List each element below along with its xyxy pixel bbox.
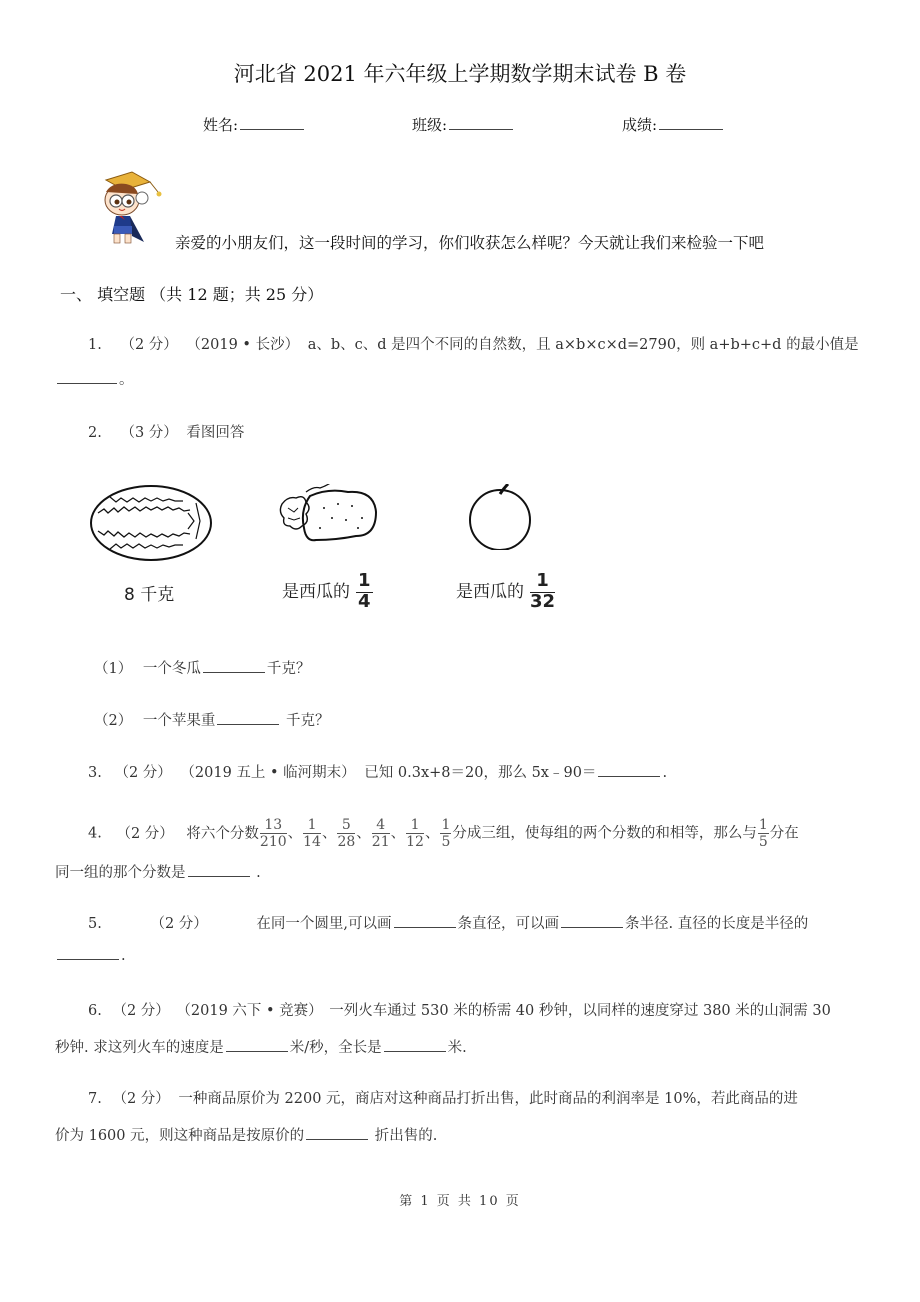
winter-melon-icon xyxy=(276,484,380,546)
question-text: 分在 xyxy=(769,825,799,842)
fraction-1-12: $\frac{1}{12}$ xyxy=(406,817,424,850)
question-2-sub-2 xyxy=(94,709,329,730)
sub-text-end: 千克？ xyxy=(281,713,330,729)
fraction-target: $\frac{1}{5}$ xyxy=(758,817,768,850)
answer-blank[interactable] xyxy=(188,875,250,877)
question-text: 看图回答 xyxy=(186,425,245,441)
separator: 、 xyxy=(424,825,440,842)
question-text: 条半径. 直径的长度是半径的 xyxy=(625,916,809,932)
section-heading: 一、 填空题 （共 12 题；共 25 分） xyxy=(60,285,324,304)
answer-blank[interactable] xyxy=(203,671,265,673)
sub-text: 一个冬瓜 xyxy=(142,661,201,677)
question-7 xyxy=(88,1087,798,1108)
name-label: 姓名: xyxy=(203,116,239,134)
question-text: 价为 1600 元，则这种商品是按原价的 xyxy=(55,1128,305,1144)
page-number: 第 1 页 共 10 页 xyxy=(399,1194,521,1209)
sub-text: 一个苹果重 xyxy=(142,713,216,729)
answer-blank[interactable] xyxy=(384,1050,446,1052)
question-number: 3. xyxy=(88,765,102,781)
question-text: a、b、c、d 是四个不同的自然数，且 a×b×c×d=2790，则 a+b+c+d 的最小值是 xyxy=(307,337,859,353)
caption-text: 是西瓜的 xyxy=(456,581,524,602)
question-text: 已知 0.3x+8＝20，那么 5x﹣90＝ xyxy=(364,765,597,781)
question-score: （2 分） xyxy=(150,916,208,932)
answer-blank[interactable] xyxy=(598,775,660,777)
answer-blank[interactable] xyxy=(57,958,119,960)
fraction-5-28: $\frac{5}{28}$ xyxy=(337,817,356,850)
punctuation: . xyxy=(251,865,261,881)
question-text: 条直径，可以画 xyxy=(457,916,560,932)
fraction-1-14: $\frac{1}{14}$ xyxy=(303,817,321,850)
class-field[interactable] xyxy=(412,114,515,135)
apple-caption xyxy=(456,572,555,612)
question-score: （2 分） xyxy=(120,337,178,353)
question-4 xyxy=(88,818,799,849)
sub-text-end: 千克？ xyxy=(266,661,311,677)
question-number: 1. xyxy=(88,337,102,353)
watermelon-caption: 8 千克 xyxy=(124,585,175,605)
question-6-line-2 xyxy=(55,1036,467,1057)
question-5-line-2 xyxy=(55,948,126,964)
fraction-4-21: $\frac{4}{21}$ xyxy=(371,817,390,850)
question-source: （2019 六下 • 竞赛） xyxy=(176,1003,323,1019)
name-field[interactable] xyxy=(203,114,306,135)
question-3 xyxy=(88,761,667,782)
question-score: （2 分） xyxy=(114,765,172,781)
fraction-1-5: $\frac{1}{5}$ xyxy=(441,817,451,850)
intro-text: 亲爱的小朋友们，这一段时间的学习，你们收获怎么样呢？今天就让我们来检验一下吧 xyxy=(175,234,765,252)
exam-title: 河北省 2021 年六年级上学期数学期末试卷 B 卷 xyxy=(233,62,687,86)
question-score: （2 分） xyxy=(116,825,174,842)
answer-blank[interactable] xyxy=(394,926,456,928)
watermelon-icon xyxy=(88,483,218,563)
question-score: （3 分） xyxy=(120,425,178,441)
sub-label: （1） xyxy=(94,661,133,677)
question-1-answer-line xyxy=(55,368,134,389)
question-number: 6. xyxy=(88,1003,102,1019)
question-text: 将六个分数 xyxy=(186,825,259,842)
mascot-icon xyxy=(92,168,166,246)
question-text: 一列火车通过 530 米的桥需 40 秒钟，以同样的速度穿过 380 米的山洞需 30 xyxy=(329,1003,831,1019)
separator: 、 xyxy=(356,825,371,842)
score-label: 成绩: xyxy=(622,116,658,134)
answer-blank[interactable] xyxy=(561,926,623,928)
answer-blank[interactable] xyxy=(226,1050,288,1052)
question-2-sub-1 xyxy=(94,657,310,678)
question-number: 7. xyxy=(88,1091,102,1107)
question-score: （2 分） xyxy=(112,1003,170,1019)
fraction: $\frac{1}{32}$ xyxy=(530,570,556,612)
winter-melon-caption xyxy=(282,572,373,612)
class-blank[interactable] xyxy=(449,128,513,130)
caption-text: 是西瓜的 xyxy=(282,581,350,602)
class-label: 班级: xyxy=(412,116,448,134)
name-blank[interactable] xyxy=(240,128,304,130)
score-field[interactable] xyxy=(622,114,725,135)
question-2 xyxy=(88,421,244,442)
question-number: 4. xyxy=(88,825,102,842)
answer-blank[interactable] xyxy=(217,723,279,725)
question-text: 一种商品原价为 2200 元，商店对这种商品打折出售，此时商品的利润率是 10%，若此商品的进 xyxy=(178,1091,798,1107)
separator: 、 xyxy=(287,825,303,842)
answer-blank[interactable] xyxy=(306,1138,368,1140)
apple-icon xyxy=(466,484,536,550)
punctuation: . xyxy=(121,948,126,964)
question-text: 米/秒，全长是 xyxy=(289,1040,382,1056)
question-text: 秒钟. 求这列火车的速度是 xyxy=(55,1040,224,1056)
question-number: 5. xyxy=(88,916,102,932)
score-blank[interactable] xyxy=(659,128,723,130)
sub-label: （2） xyxy=(94,713,133,729)
question-source: （2019 • 长沙） xyxy=(186,337,300,353)
fraction: $\frac{1}{4}$ xyxy=(358,570,371,612)
punctuation: . xyxy=(662,765,668,781)
question-text: 同一组的那个分数是 xyxy=(55,865,186,881)
question-text: 米. xyxy=(447,1040,467,1056)
question-score: （2 分） xyxy=(112,1091,170,1107)
question-6 xyxy=(88,999,831,1020)
separator: 、 xyxy=(321,825,337,842)
question-text: 在同一个圆里,可以画 xyxy=(256,916,392,932)
punctuation: 。 xyxy=(119,372,134,388)
fraction-13-210: $\frac{13}{210}$ xyxy=(259,817,287,850)
answer-blank[interactable] xyxy=(57,382,117,384)
question-7-line-2 xyxy=(55,1124,437,1145)
question-number: 2. xyxy=(88,425,102,441)
question-source: （2019 五上 • 临河期末） xyxy=(180,765,356,781)
separator: 、 xyxy=(390,825,406,842)
question-4-line-2 xyxy=(55,861,261,882)
question-1 xyxy=(88,333,859,354)
question-text: 分成三组，使每组的两个分数的和相等，那么与 xyxy=(452,825,757,842)
question-text: 折出售的. xyxy=(370,1128,438,1144)
question-5 xyxy=(88,912,808,933)
